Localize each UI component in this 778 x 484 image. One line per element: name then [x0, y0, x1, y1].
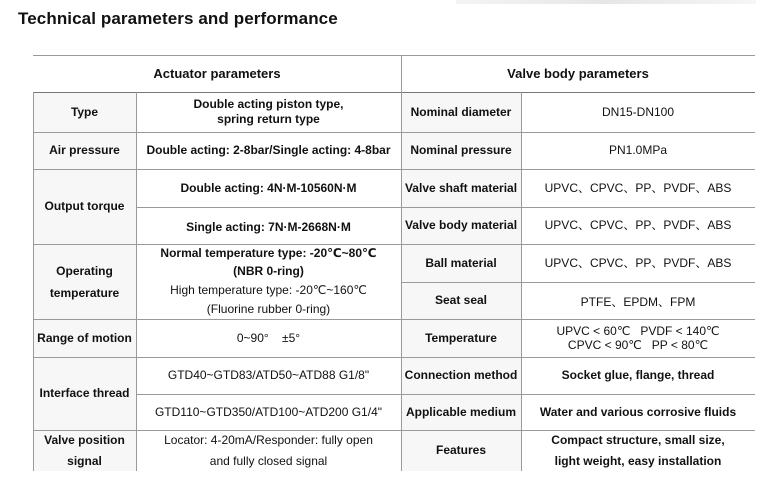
optemp-high-line: (Fluorine rubber 0-ring)	[206, 301, 331, 316]
valve-body-material-label: Valve body material	[404, 218, 518, 232]
features-value-line: Compact structure, small size,	[551, 432, 725, 447]
nominal-pressure-label: Nominal pressure	[410, 143, 512, 157]
type-label: Type	[70, 104, 99, 119]
nominal-diameter-label: Nominal diameter	[410, 104, 512, 119]
temperature-value-line: CPVC < 90℃ PP < 80℃	[567, 338, 709, 352]
type-value-line: Double acting piston type,	[193, 97, 344, 111]
valve-shaft-material-label: Valve shaft material	[404, 180, 518, 195]
valve-position-signal-value	[136, 430, 401, 471]
operating-temperature-label-line: Operating	[56, 263, 113, 278]
actuator-header: Actuator parameters	[153, 66, 281, 81]
valve-body-material-value: UPVC、CPVC、PP、PVDF、ABS	[544, 218, 732, 232]
applicable-medium-label: Applicable medium	[405, 404, 517, 419]
valve-position-signal-label-line: signal	[67, 453, 102, 468]
page-title: Technical parameters and performance	[18, 9, 338, 28]
optemp-high-value	[136, 280, 401, 319]
thread-small-value: GTD40~GTD83/ATD50~ATD88 G1/8"	[167, 368, 370, 382]
type-value-line: spring return type	[217, 112, 320, 126]
connection-method-label: Connection method	[404, 368, 518, 382]
operating-temperature-label	[33, 244, 136, 319]
valve-position-signal-line: Locator: 4-20mA/Responder: fully open	[164, 432, 373, 447]
valve-header: Valve body parameters	[507, 66, 649, 81]
valve-position-signal-label-line: Valve position	[44, 432, 125, 447]
range-of-motion-value: 0~90° ±5°	[236, 330, 301, 345]
applicable-medium-value: Water and various corrosive fluids	[539, 404, 737, 419]
thread-large-value: GTD110~GTD350/ATD100~ATD200 G1/4"	[154, 404, 383, 419]
optemp-normal-line: (NBR 0-ring)	[233, 264, 304, 278]
interface-thread-label: Interface thread	[39, 386, 130, 400]
valve-position-signal-line: and fully closed signal	[209, 453, 328, 468]
optemp-normal-value	[136, 244, 401, 280]
air-pressure-label: Air pressure	[49, 143, 120, 157]
type-value	[136, 92, 401, 132]
features-value	[521, 430, 755, 471]
temperature-value	[521, 319, 755, 357]
temperature-label: Temperature	[425, 330, 497, 345]
range-of-motion-label: Range of motion	[37, 330, 132, 345]
valve-shaft-material-value: UPVC、CPVC、PP、PVDF、ABS	[544, 180, 732, 195]
ball-material-value: UPVC、CPVC、PP、PVDF、ABS	[544, 255, 732, 270]
torque-single-value: Single acting: 7N·M-2668N·M	[186, 220, 351, 234]
torque-double-value: Double acting: 4N·M-10560N·M	[180, 180, 357, 195]
operating-temperature-label-line: temperature	[49, 285, 120, 300]
seat-seal-value: PTFE、EPDM、FPM	[580, 294, 696, 309]
optemp-high-line: High temperature type: -20℃~160℃	[170, 282, 367, 297]
seat-seal-label: Seat seal	[434, 293, 488, 307]
air-pressure-value: Double acting: 2-8bar/Single acting: 4-8bar	[146, 143, 391, 157]
features-value-line: light weight, easy installation	[554, 453, 722, 468]
valve-position-signal-label	[33, 430, 136, 471]
optemp-normal-line: Normal temperature type: -20℃~80℃	[160, 246, 377, 260]
ball-material-label: Ball material	[425, 255, 497, 270]
connection-method-value: Socket glue, flange, thread	[561, 368, 715, 382]
temperature-value-line: UPVC < 60℃ PVDF < 140℃	[556, 324, 720, 338]
nominal-pressure-value: PN1.0MPa	[608, 143, 668, 157]
nominal-diameter-value: DN15-DN100	[601, 104, 675, 119]
output-torque-label: Output torque	[44, 199, 125, 213]
features-label: Features	[435, 443, 487, 457]
